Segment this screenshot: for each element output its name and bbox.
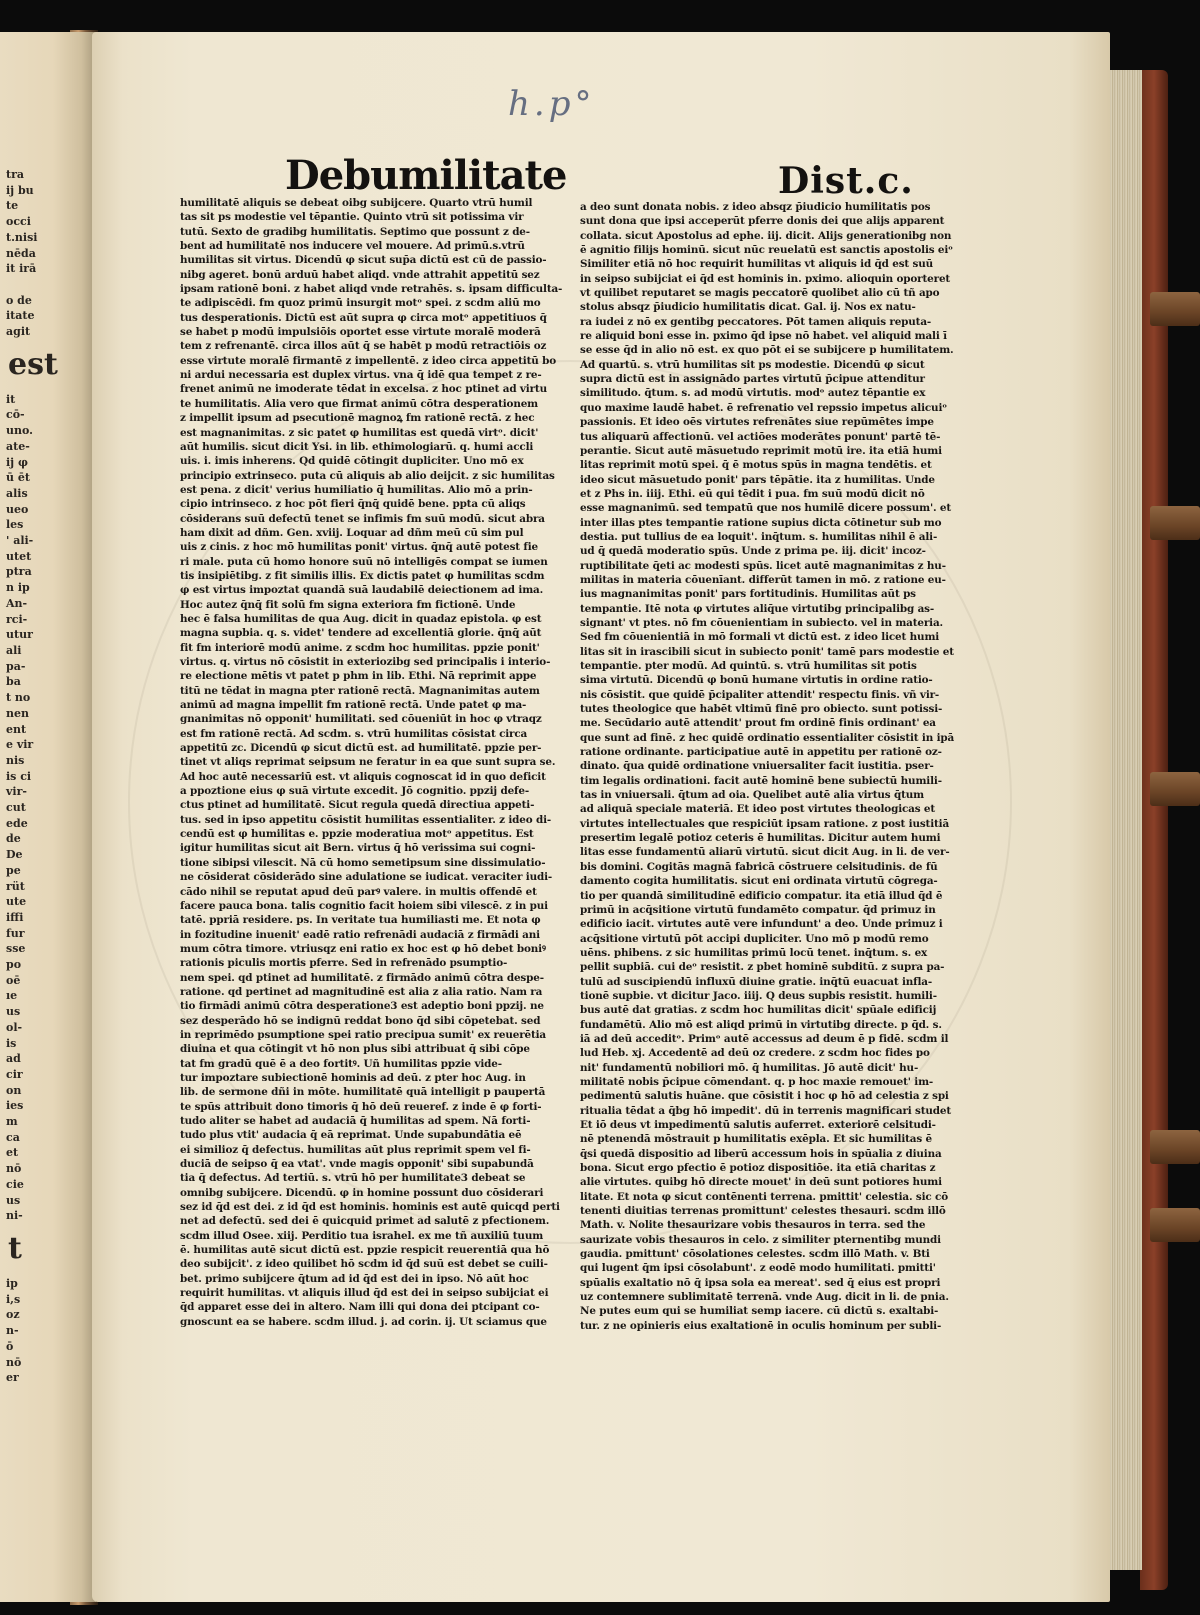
fragment-line: ate- <box>6 439 30 453</box>
text-line: ne cōsiderat cōsiderādo sine adulatione se iudicat. veraciter iudi- <box>180 871 553 884</box>
text-line: lud Heb. xj. Accedentē ad deū oz credere. z scdm hoc fides po <box>580 1047 930 1060</box>
text-line: φ est virtus impoztat quandā suā laudabilē deiectionem ad ima. <box>180 584 544 597</box>
text-line: signant' vt ptes. nō fm cōuenientiam in subiecto. vel in materia. <box>580 616 944 629</box>
fragment-line: ies <box>6 1099 24 1113</box>
text-line: inter illas ptes tempantie ratione supius dicta cōtinetur sub mo <box>580 516 942 529</box>
fragment-line: po <box>6 958 22 972</box>
text-line: rationis piculis mortis pferre. Sed in refrenādo psumptio- <box>180 957 508 970</box>
running-head-right: Dist.c. <box>778 160 914 202</box>
fragment-line: uno. <box>6 424 33 438</box>
fragment-line: rüt <box>6 879 25 893</box>
fragment-line: nēda <box>6 246 36 260</box>
text-line: sunt dona que ipsi acceperūt pferre donis dei que alijs apparent <box>580 215 945 228</box>
text-line: tionē supbie. vt dicitur Jaco. iiij. Q deus supbis resistit. humili- <box>580 989 937 1002</box>
text-line: stolus absqz p̄iudicio humilitatis dicat. Gal. ij. Nos ex natu- <box>580 301 916 314</box>
text-line: nē ptenendā mōstrauit p humilitatis exēpla. Et sic humilitas ē <box>580 1133 932 1146</box>
text-line: diuina et qua cōtingit vt hō non plus sibi attribuat q̄ sibi cōpe <box>180 1043 530 1056</box>
running-head-left: Debumilitate <box>285 152 567 199</box>
fragment-line: cir <box>6 1067 23 1081</box>
fragment-line: ō <box>6 1339 14 1353</box>
text-line: Hoc autez q̄nq̄ fit solū fm signa exteriora fm fictionē. Unde <box>180 598 516 611</box>
fragment-line: utur <box>6 628 33 642</box>
text-line: litate. Et nota φ sicut contēnenti terrena. pmittit' celestia. sic cō <box>580 1190 949 1203</box>
text-line: pellit supbiā. cui deᵒ resistit. z pbet hominē subditū. z supra pa- <box>580 961 945 974</box>
text-line: re aliquid boni esse in. pximo q̄d ipse nō habet. vel aliquid mali ī <box>580 330 947 343</box>
text-line: q̄si quedā dispositio ad liberū accessum hois in spūalia z diuina <box>580 1147 942 1160</box>
text-line: tur impoztare subiectionē hominis ad deū. z pter hoc Aug. in <box>180 1071 526 1084</box>
text-line: tas sit ps modestie vel tēpantie. Quinto vtrū sit potissima vir <box>180 211 524 224</box>
fragment-line: ' ali- <box>6 534 34 548</box>
text-line: esse magnanimū. sed tempatū que nos humilē dicere possum'. et <box>580 502 952 515</box>
fragment-line: tra <box>6 168 25 181</box>
fragment-line: sse <box>6 942 26 956</box>
fragment-line: er <box>6 1371 19 1385</box>
fragment-line: is ci <box>6 769 32 783</box>
text-line: tenenti diuitias terrenas promittunt' celestes thesauri. scdm illō <box>580 1205 946 1218</box>
text-line: tat fm gradū quē ē a deo fortitꝰ. Uñ humilitas ppzie vide- <box>180 1057 502 1070</box>
text-line: z impellit ipsum ad psecutionē magnoꝝ fm rationē rectā. z hec <box>180 412 535 425</box>
text-line: me. Secūdario autē attendit' prout fm ordinē finis ordinant' ea <box>580 717 936 730</box>
text-line: uēns. phibens. z sic humilitas primū locū tenet. inq̄tum. s. ex <box>580 946 928 959</box>
text-line: ra iudei z nō ex gentibg peccatores. Pōt tamen aliquis reputa- <box>580 315 932 328</box>
text-line: uz contemnere sublimitatē terrenā. vnde Aug. dicit in li. de pnia. <box>580 1291 949 1304</box>
text-line: a ppoztione eius φ suā virtute excedit. Jō cognitio. ppzij defe- <box>180 785 529 798</box>
text-line: tus desperationis. Dictū est aūt supra φ circa motᵒ appetitiuos q̄ <box>180 311 547 324</box>
fragment-line: pe <box>6 863 21 877</box>
page-block-edges <box>1108 70 1142 1570</box>
text-line: presertim legalē potioz ceteris ē humilitas. Dicitur autem humi <box>580 832 941 845</box>
fragment-line: An- <box>6 596 28 610</box>
text-line: militas in materia cōuenīant. differūt tamen in mō. z ratione eu- <box>580 573 946 586</box>
text-line: dinato. q̄ua quidē ordinatione vniuersaliter facit iustitia. pser- <box>580 760 934 773</box>
text-line: que sunt ad finē. z hec quidē ordinatio essentialiter cōsistit in ipā <box>580 731 955 744</box>
text-line: magna supbia. q. s. videt' tendere ad excellentiā glorie. q̄nq̄ aūt <box>180 627 542 640</box>
text-line: ratione ordinante. participatiue autē in appetitu per rationē oz- <box>580 746 942 759</box>
text-line: tur. z ne opinieris eius exaltationē in oculis hominum per subli- <box>580 1319 942 1332</box>
leather-tab <box>1150 772 1200 806</box>
text-line: bis domini. Cogitās magnā fabricā cōstruere celsitudinis. de fū <box>580 860 938 873</box>
text-column-left <box>180 196 563 1329</box>
text-line: tinet vt aliqs reprimat seipsum ne feratur in ea que sunt supra se. <box>180 756 556 769</box>
text-line: sez id q̄d est dei. z id q̄d est hominis. hominis est autē quicqd perti <box>180 1201 560 1214</box>
fragment-line: utet <box>6 549 32 563</box>
fragment-initial: t <box>8 1231 22 1266</box>
text-line: mum cōtra timore. vtriusqz eni ratio ex hoc est φ hō debet boniꝰ <box>180 942 546 955</box>
fragment-line: nis <box>6 753 25 767</box>
text-line: titū ne tēdat in magna pter rationē rectā. Magnanimitas autem <box>180 684 540 697</box>
leather-tab <box>1150 1130 1200 1164</box>
fragment-line: occi <box>6 215 31 229</box>
text-line: igitur humilitas sicut ait Bern. virtus q̄ hō verissima sui cogni- <box>180 842 536 855</box>
text-line: gnanimitas nō opponit' humilitati. sed cōueniūt in hoc φ vtraqz <box>180 713 542 726</box>
text-line: cādo nihil se reputat apud deū parꝰ valere. in multis offendē et <box>180 885 537 898</box>
text-line: duciā de seipso q̄ ea vtat'. vnde magis opponit' sibi supabundā <box>180 1158 534 1171</box>
text-line: ei similioz q̄ defectus. humilitas aūt plus reprimit spem vel fi- <box>180 1143 531 1156</box>
text-line: tione sibipsi vilescit. Nā cū homo semetipsum sine dissimulatio- <box>180 856 546 869</box>
fragment-line: oz <box>6 1308 20 1322</box>
text-line: supra dictū est in assignādo partes virtutū p̄cipue attenditur <box>580 373 925 386</box>
text-line: alie virtutes. quibg hō directe mouet' in deū sunt potiores humi <box>580 1176 942 1189</box>
fragment-line: m <box>6 1115 18 1129</box>
text-line: et z Phs in. iiij. Ethi. eū qui tēdit i pua. fm suū modū dicit nō <box>580 487 925 500</box>
fragment-line: ij φ <box>6 455 28 469</box>
pencil-annotation: h.p° <box>508 84 596 124</box>
text-line: edificio iacit. virtutes autē vere infundunt' a deo. Unde primuz i <box>580 918 943 931</box>
text-line: bona. Sicut ergo pfectio ē potioz dispositiōe. ita etiā charitas z <box>580 1162 936 1175</box>
fragment-line: ute <box>6 895 27 909</box>
fragment-line: o de <box>6 293 32 307</box>
text-line: cendū est φ humilitas e. ppzie moderatiua motᵒ appetitus. Est <box>180 828 534 841</box>
text-line: se esse q̄d in alio nō est. ex quo pōt ei se subijcere p humilitatem. <box>580 344 954 357</box>
fragment-initial: est <box>8 346 58 382</box>
text-line: cōsiderans suū defectū tenet se infimis fm suū modū. sicut abra <box>180 512 545 525</box>
fragment-line: nō <box>6 1355 22 1369</box>
left-page-text-fragment <box>6 167 58 1386</box>
text-line: bus autē dat gratias. z scdm hoc humilitas dicit' spūale edificij <box>580 1004 937 1017</box>
text-line: sez desperādo hō se indignū reddat bono q̄d sibi cōpetebat. sed <box>180 1014 541 1027</box>
text-line: litas reprimit motū spei. q̄ ē motus spūs in magna tendētis. et <box>580 459 932 472</box>
text-line: tio firmādi animū cōtra desperatione3 est adeptio boni ppzij. ne <box>180 1000 544 1013</box>
text-line: gnoscunt ea se habere. scdm illud. j. ad corin. ij. Ut sciamus que <box>180 1315 547 1328</box>
text-line: tus aliquarū affectionū. vel actiōes moderātes ponunt' partē tē- <box>580 430 941 443</box>
text-line: Ad hoc autē necessariū est. vt aliquis cognoscat id in quo deficit <box>180 770 546 783</box>
fragment-line: fur <box>6 926 25 940</box>
text-line: Math. v. Nolite thesaurizare vobis thesauros in terra. sed the <box>580 1219 926 1232</box>
text-line: ham dixit ad dñm. Gen. xviij. Loquar ad dñm meū cū sim pul <box>180 526 524 539</box>
text-line: humilitas sit virtus. Dicendū φ sicut sup̄a dictū est cū de passio- <box>180 254 547 267</box>
text-line: ratione. qd pertinet ad magnitudinē est alia z alia ratio. Nam ra <box>180 985 543 998</box>
text-line: ritualia tēdat a q̄bg hō impedit'. dū in terrenis magnificari studet <box>580 1104 952 1117</box>
text-line: sima virtutū. Dicendū φ bonū humane virtutis in ordine ratio- <box>580 674 933 687</box>
fragment-line: n ip <box>6 581 30 595</box>
text-line: tio per quandā similitudinē edificio compatur. ita etiā illud q̄d ē <box>580 889 943 902</box>
fragment-line: ni- <box>6 1209 23 1223</box>
text-line: lib. de sermone dñi in mōte. humilitatē quā intelligit p paupertā <box>180 1086 546 1099</box>
text-line: pedimentū salutis huāne. que cōsistit i hoc φ hō ad celestia z spi <box>580 1090 949 1103</box>
fragment-line: pa- <box>6 659 26 673</box>
text-line: acq̄sitione virtutū pōt accipi dupliciter. Uno mō p modū remo <box>580 932 929 945</box>
fragment-line: ū ēt <box>6 471 30 485</box>
text-line: animū ad magna impellit fm rationē rectā. Unde patet φ ma- <box>180 699 527 712</box>
fragment-line: ueo <box>6 502 29 516</box>
text-line: esse virtute moralē firmantē z impellentē. z ideo circa appetitū bo <box>180 354 556 367</box>
fragment-line: oē <box>6 973 21 987</box>
text-line: appetitū zc. Dicendū φ sicut dictū est. ad humilitatē. ppzie per- <box>180 742 542 755</box>
text-line: ius magnanimitas ponit' pars fortitudinis. Humilitas aūt ps <box>580 588 916 601</box>
text-line: te humilitatis. Alia vero que firmat animū cōtra desperationem <box>180 397 539 410</box>
fragment-line: it irā <box>6 262 37 276</box>
text-line: fundamētū. Alio mō est aliqd primū in virtutibg directe. p q̄d. s. <box>580 1018 942 1031</box>
text-line: nit' fundamentū nobiliori mō. q̄ humilitas. Jō autē dicit' hu- <box>580 1061 919 1074</box>
text-line: in seipso subijciat ei q̄d est hominis in. pximo. alioquin oporteret <box>580 272 951 285</box>
text-line: deo subijcit'. z ideo quilibet hō scdm id q̄d suū est debet se cuili- <box>180 1258 548 1271</box>
text-line: tis insipiētibg. z fit similis illis. Ex dictis patet φ humilitas scdm <box>180 569 545 582</box>
text-line: litas esse fundamentū aliarū virtutū. sicut dicit Aug. in li. de ver- <box>580 846 950 859</box>
text-line: ē agnitio filijs hominū. sicut nūc reuelatū est sanctis apostolis eiᵒ <box>580 244 953 257</box>
fragment-line: ip <box>6 1277 18 1290</box>
fragment-line: ede <box>6 816 28 830</box>
text-line: gaudia. pmittunt' cōsolationes celestes. scdm illō Math. v. Bti <box>580 1248 930 1261</box>
text-line: Et iō deus vt impedimentū salutis auferret. exteriorē celsitudi- <box>580 1119 936 1131</box>
text-line: te spūs attribuit dono timoris q̄ hō deū reueref. z inde ē φ forti- <box>180 1100 542 1113</box>
text-line: ctus ptinet ad humilitatē. Sicut regula quedā directiua appeti- <box>180 799 535 812</box>
fragment-line: De <box>6 848 23 862</box>
fragment-line: i,s <box>6 1292 21 1306</box>
text-line: qui lugent q̄m ipsi cōsolabunt'. z eodē modo humilitati. pmitti' <box>580 1262 936 1275</box>
text-line: tim legalis ordinationi. facit autē hominē bene subiectū humili- <box>580 774 942 787</box>
text-line: in reprimēdo psumptione spei ratio precipua sumit' ex reuerētia <box>180 1028 547 1041</box>
text-line: cipio intrinseco. z hoc pōt fieri q̄nq̄ quidē bene. ppta cū aliqs <box>180 498 526 511</box>
text-line: saurizate vobis thesauros in celo. z similiter pternentibg mundi <box>580 1233 941 1246</box>
fragment-line: ad <box>6 1052 21 1066</box>
fragment-line: ij bu <box>6 183 34 197</box>
text-line: ruptibilitate q̄eti ac modesti spūs. licet autē magnanimitas z hu- <box>580 559 946 572</box>
left-page <box>0 32 96 1602</box>
text-line: ipsam rationē boni. z habet aliqd vnde retrahēs. s. ipsam difficulta- <box>180 283 563 296</box>
fragment-line: e vir <box>6 738 34 752</box>
text-line: est fm rationē rectā. Ad scdm. s. vtrū humilitas cōsistat circa <box>180 727 528 740</box>
text-line: nibg ageret. bonū arduū habet aliqd. vnde attrahit appetitū sez <box>180 268 540 281</box>
text-line: tempantie. Itē nota φ virtutes aliq̄ue virtutibg principalibg as- <box>580 602 935 615</box>
text-line: se habet p modū impulsiōis oportet esse virtute moralē moderā <box>180 326 541 339</box>
fragment-line: ptra <box>6 565 32 579</box>
text-line: tudo aliter se habet ad audaciā q̄ humilitas ad spem. Nā forti- <box>180 1115 531 1127</box>
text-line: ri male. puta cū homo honore suū nō intelligēs compat se iumen <box>180 555 548 568</box>
text-line: aūt humilis. sicut dicit Ysi. in lib. ethimologiarū. q. humi accli <box>180 440 534 453</box>
fragment-line: ba <box>6 675 21 689</box>
text-line: omnibg subijcere. Dicendū. φ in homine possunt duo cōsiderari <box>180 1186 544 1199</box>
fragment-line: us <box>6 1193 21 1207</box>
leather-tab <box>1150 506 1200 540</box>
text-line: tutes theologice que habēt vltimū finē pro obiecto. sunt potissi- <box>580 703 943 716</box>
fragment-line: alis <box>6 486 28 500</box>
fragment-line: de <box>6 832 21 846</box>
fragment-line: ent <box>6 722 27 736</box>
text-line: tia q̄ defectus. Ad tertiū. s. vtrū hō per humilitate3 debeat se <box>180 1172 526 1185</box>
text-line: quo maxime laudē habet. ē refrenatio vel repssio impetus alicuiᵒ <box>580 401 947 414</box>
text-line: tempantie. pter modū. Ad quintū. s. vtrū humilitas sit potis <box>580 660 917 672</box>
fragment-line: itate <box>6 309 35 323</box>
text-line: ē. humilitas autē sicut dictū est. ppzie respicit reuerentiā qua hō <box>180 1244 550 1257</box>
text-line: est magnanimitas. z sic patet φ humilitas est quedā virtᵒ. dicit' <box>180 426 539 439</box>
text-line: iā ad deū acceditᵒ. Primᵒ autē accessus ad deum ē p fidē. scdm il <box>580 1032 949 1045</box>
text-line: militatē nobis p̄cipue cōmendant. q. p hoc maxie remouet' im- <box>580 1075 934 1088</box>
fragment-line: is <box>6 1036 17 1050</box>
text-line: tem z refrenantē. circa illos aūt q̄ se habēt p modū retractiōis oz <box>180 340 547 353</box>
text-line: virtus. q. virtus nō cōsistit in exteriozibg sed principalis i interio- <box>180 656 551 668</box>
text-line: bet. primo subijcere q̄tum ad id q̄d est dei in ipso. Nō aūt hoc <box>180 1272 529 1285</box>
fragment-line: nen <box>6 706 29 720</box>
text-line: Sed fm cōuenientiā in mō formali vt dictū est. z ideo licet humi <box>580 631 940 644</box>
text-line: tulū ad suscipiendū influxū diuine gratie. inq̄tū euacuat infla- <box>580 975 933 988</box>
text-line: uis z cinis. z hoc mō humilitas ponit' virtus. q̄nq̄ autē potest fie <box>180 541 538 554</box>
text-line: est pena. z dicit' verius humiliatio q̄ humilitas. Alio mō a prin- <box>180 483 533 496</box>
text-column-right <box>580 200 955 1333</box>
text-line: bent ad humilitatē nos inducere vel mouere. Ad primū.s.vtrū <box>180 240 525 253</box>
text-line: vt quilibet reputaret se magis peccatorē quolibet alio cū tñ apo <box>580 287 940 300</box>
fragment-line: vir- <box>6 785 27 799</box>
fragment-line: ıe <box>6 989 18 1003</box>
text-line: q̄d apparet esse dei in altero. Nam illi qui dona dei ptcipant co- <box>180 1301 540 1314</box>
leather-tab <box>1150 292 1200 326</box>
text-line: principio extrinseco. puta cū aliquis ab alio deijcit. z sic humilitas <box>180 469 555 482</box>
text-line: net ad defectū. sed dei ē quicquid primet ad salutē z pfectionem. <box>180 1215 550 1228</box>
text-line: tudo plus vtit' audacia q̄ eā reprimat. Unde supabundātia eē <box>180 1129 522 1142</box>
text-line: Ad quartū. s. vtrū humilitas sit ps modestie. Dicendū φ sicut <box>580 358 925 371</box>
text-line: tutū. Sexto de gradibg humilitatis. Septimo que possunt z de- <box>180 225 530 238</box>
text-line: primū in acq̄sitione virtutū fundamēto compatur. q̄d primuz in <box>580 903 936 916</box>
text-line: collata. sicut Apostolus ad ephe. iij. dicit. Alijs generationibg non <box>580 229 952 242</box>
text-line: fit fm interiorē modū anime. z scdm hoc humilitas. ppzie ponit' <box>180 641 540 654</box>
text-line: requirit humilitas. vt aliquis illud q̄d est dei in seipso subijciat ei <box>180 1287 549 1300</box>
fragment-line: agit <box>6 325 31 339</box>
fragment-line: te <box>6 199 19 213</box>
text-line: tus. sed in ipso appetitu cōsistit humilitas essentialiter. z ideo di- <box>180 813 552 826</box>
text-line: tatē. ppriā residere. ps. In veritate tua humiliasti me. Et nota φ <box>180 914 541 927</box>
text-line: a deo sunt donata nobis. z ideo absqz p̄iudicio humilitatis pos <box>580 201 931 213</box>
fragment-line: cie <box>6 1177 24 1191</box>
text-line: damento cogita humilitatis. sicut eni ordinata virtutū cōgrega- <box>580 875 938 888</box>
text-line: hec ē falsa humilitas de qua Aug. dicit in quadaz epistola. φ est <box>180 612 542 625</box>
text-line: uis. i. imis inherens. Qd quidē cōtingit dupliciter. Uno mō ex <box>180 455 524 468</box>
fragment-line: ca <box>6 1130 20 1144</box>
fragment-line: ol- <box>6 1020 23 1034</box>
fragment-line: iffi <box>6 910 24 924</box>
text-line: ad aliquā speciale materiā. Et ideo post virtutes theologicas et <box>580 803 936 816</box>
text-line: Ne putes eum qui se humiliat semp iacere. cū dictū s. exaltabi- <box>580 1305 939 1318</box>
fragment-line <box>6 277 36 293</box>
fragment-line: cut <box>6 801 26 815</box>
text-line: in fozitudine inuenit' eadē ratio refrenādi audaciā z firmādi ani <box>180 928 540 941</box>
fragment-line: nō <box>6 1162 22 1176</box>
text-line: re electione mētis vt patet p phm in lib. Ethi. Nā reprimit appe <box>180 670 537 683</box>
fragment-line: us <box>6 1005 21 1019</box>
fragment-line: it <box>6 392 16 406</box>
fragment-line: on <box>6 1083 22 1097</box>
text-line: litas sit in irascibili sicut in subiecto ponit' tamē pars modestie et <box>580 645 954 658</box>
text-line: ni ardui necessaria est duplex virtus. vna q̄ idē qua tempet z re- <box>180 369 542 382</box>
text-line: te adipiscēdi. fm quoz primū insurgit motᵒ spei. z scdm aliū mo <box>180 297 541 310</box>
text-line: ideo sicut māsuetudo ponit' pars tēpātie. ita z humilitas. Unde <box>580 473 935 486</box>
fragment-line: les <box>6 518 24 532</box>
text-line: destia. put tullius de ea loquit'. inq̄tum. s. humilitas nihil ē ali- <box>580 530 938 543</box>
text-line: virtutes intellectuales que respiciūt ipsam ratione. z post iustitiā <box>580 817 950 830</box>
text-line: facere pauca bona. talis cognitio facit hoiem sibi vilescē. z in pui <box>180 899 548 912</box>
fragment-line: n- <box>6 1324 19 1338</box>
fragment-line: t no <box>6 691 31 705</box>
text-line: perantie. Sicut autē māsuetudo reprimit motū ire. ita etiā humi <box>580 444 942 457</box>
text-line: tas in vniuersali. q̄tum ad oia. Quelibet autē alia virtus q̄tum <box>580 789 924 802</box>
text-line: nem spei. qd ptinet ad humilitatē. z firmādo animū cōtra despe- <box>180 971 544 984</box>
fragment-line: rci- <box>6 612 28 626</box>
text-line: passionis. Et ideo oēs virtutes refrenātes siue repūmētes impe <box>580 416 934 429</box>
fragment-line: t.nisi <box>6 230 38 244</box>
text-line: spūalis exaltatio nō q̄ ipsa sola ea mereat'. sed q̄ eius est propri <box>580 1276 941 1289</box>
text-line: nis cōsistit. que quidē p̄cipaliter attendit' respectu finis. vñ vir- <box>580 688 940 701</box>
text-line: Similiter etiā nō hoc requirit humilitas vt aliquis id q̄d est suū <box>580 258 934 271</box>
text-line: ud q̄ quedā moderatio spūs. Unde z prima pe. iij. dicit' incoz- <box>580 545 926 558</box>
fragment-line: cō- <box>6 408 25 422</box>
text-line: similitudo. q̄tum. s. ad modū virtutis. modᵒ autez tēpantie ex <box>580 387 926 400</box>
text-line: humilitatē aliquis se debeat oibg subijcere. Quarto vtrū humil <box>180 197 533 209</box>
fragment-line: et <box>6 1146 19 1160</box>
fragment-line: ali <box>6 643 22 657</box>
text-line: frenet animū ne imoderate tēdat in excelsa. z hoc ptinet ad virtu <box>180 383 547 396</box>
leather-tab <box>1150 1208 1200 1242</box>
text-line: scdm illud Osee. xiij. Perditio tua israhel. ex me tñ auxiliū tuum <box>180 1229 544 1242</box>
